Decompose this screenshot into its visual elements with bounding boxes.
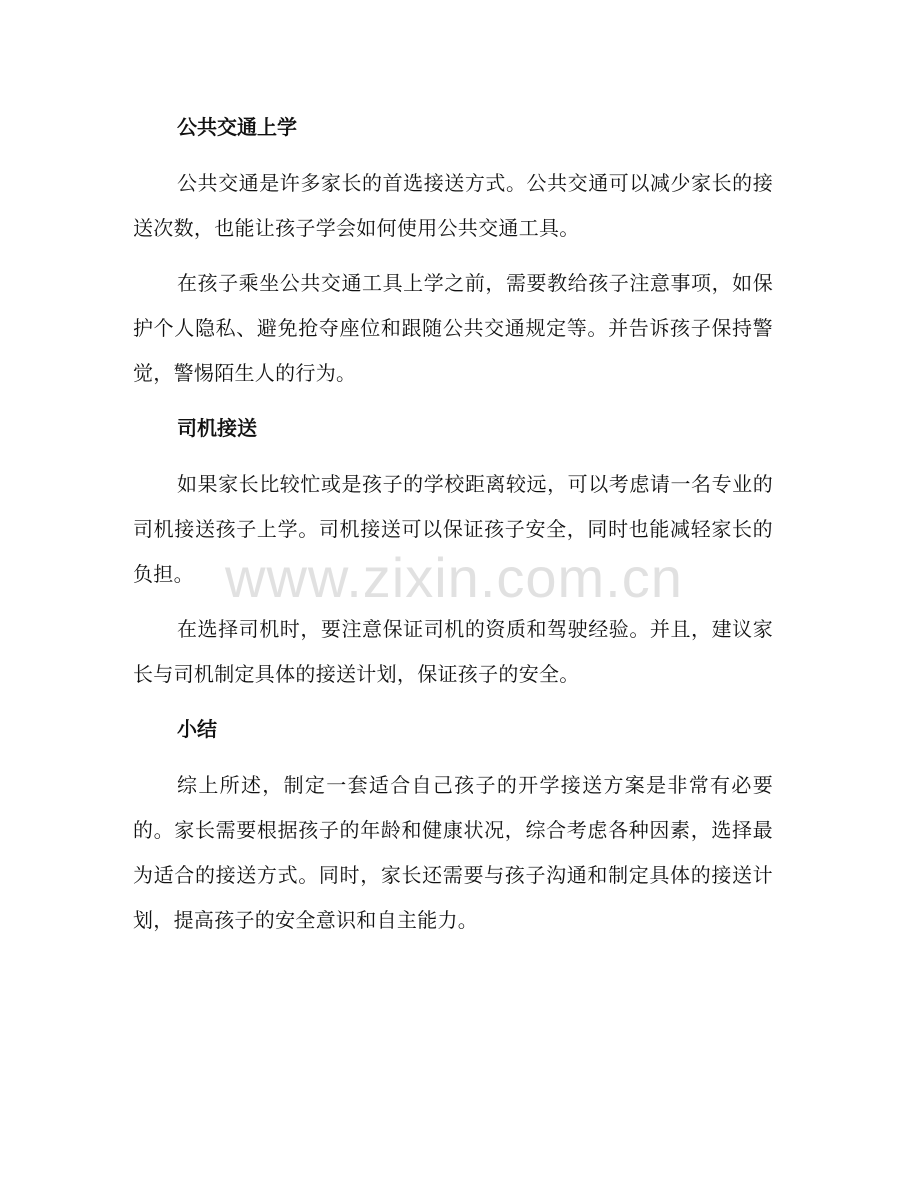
paragraph: 如果家长比较忙或是孩子的学校距离较远，可以考虑请一名专业的司机接送孩子上学。司机接送可以保证孩子安全，同时也能减轻家长的负担。 xyxy=(133,472,773,586)
paragraph: 在孩子乘坐公共交通工具上学之前，需要教给孩子注意事项，如保护个人隐私、避免抢夺座位和跟随公共交通规定等。并告诉孩子保持警觉，警惕陌生人的行为。 xyxy=(133,271,773,385)
section-heading-driver: 司机接送 xyxy=(177,416,257,440)
watermark: www.zixin.com.cn xyxy=(225,546,683,609)
paragraph: 综上所述，制定一套适合自己孩子的开学接送方案是非常有必要的。家长需要根据孩子的年龄和健康状况，综合考虑各种因素，选择最为适合的接送方式。同时，家长还需要与孩子沟通和制定具体的接送计划，提高孩子的安全意识和自主能力。 xyxy=(133,773,773,932)
paragraph: 公共交通是许多家长的首选接送方式。公共交通可以减少家长的接送次数，也能让孩子学会如何使用公共交通工具。 xyxy=(133,171,773,240)
paragraph: 在选择司机时，要注意保证司机的资质和驾驶经验。并且，建议家长与司机制定具体的接送计划，保证孩子的安全。 xyxy=(133,617,773,686)
section-heading-public-transport: 公共交通上学 xyxy=(177,115,297,139)
document-content xyxy=(133,105,773,953)
section-heading-summary: 小结 xyxy=(177,717,217,741)
